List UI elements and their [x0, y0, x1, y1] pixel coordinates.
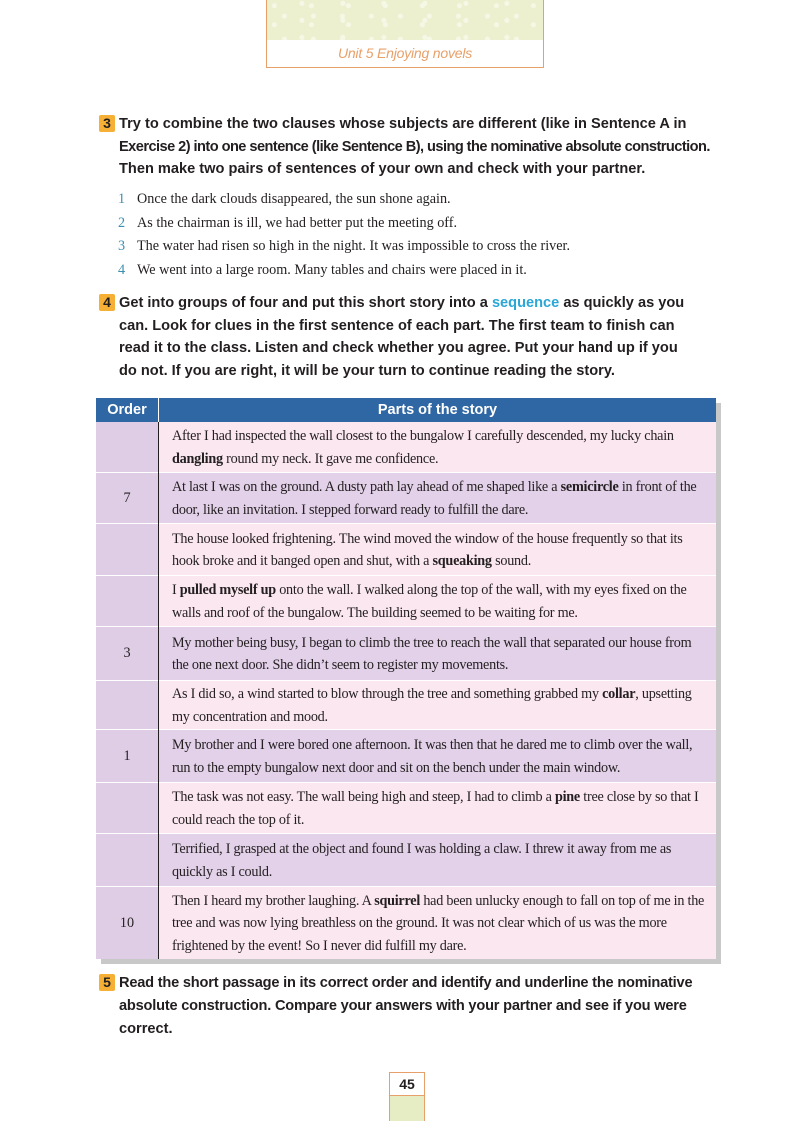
- unit-title: Unit 5 Enjoying novels: [337, 45, 473, 61]
- exercise-4-line: do not. If you are right, it will be your turn to continue reading the story.: [119, 362, 615, 379]
- order-cell: [96, 681, 159, 730]
- unit-header: [266, 0, 544, 68]
- list-item: 2 As the chairman is ill, we had better put the meeting off.: [118, 214, 458, 231]
- table-header-row: [96, 398, 716, 422]
- exercise-3-number: 3: [99, 115, 115, 132]
- story-part-cell: Then I heard my brother laughing. A squirrel had been unlucky enough to fall on top of me in the tree and was now lying breathless on the ground. It was not clear which of us was the more frightened by the event! So I never did fulfill my dare.: [159, 887, 717, 960]
- exercise-3-line: Exercise 2) into one sentence (like Sentence B), using the nominative absolute construction.: [119, 138, 710, 155]
- exercise-3-line: Then make two pairs of sentences of your own and check with your partner.: [119, 161, 646, 177]
- story-part-cell: Terrified, I grasped at the object and found I was holding a claw. I threw it away from me as quickly as I could.: [159, 834, 717, 887]
- exercise-5-line: correct.: [119, 1021, 173, 1037]
- exercise-5-number: 5: [99, 974, 115, 991]
- table-row: [96, 576, 716, 627]
- order-cell: 1: [96, 730, 159, 783]
- parts-column-header: Parts of the story: [159, 398, 717, 422]
- highlighted-word: sequence: [491, 295, 560, 311]
- order-cell: [96, 576, 159, 627]
- order-column-header: Order: [96, 398, 159, 422]
- header-decoration: [267, 0, 543, 40]
- order-cell: [96, 783, 159, 834]
- list-item: 3 The water had risen so high in the night. It was impossible to cross the river.: [118, 238, 571, 254]
- exercise-3-items: [118, 188, 718, 282]
- order-cell: [96, 422, 159, 473]
- table-row: [96, 627, 716, 681]
- exercise-4-line: read it to the class. Listen and check whether you agree. Put your hand up if you: [119, 340, 678, 356]
- exercise-5-line: absolute construction. Compare your answers with your partner and see if you were: [119, 998, 687, 1014]
- table-row: [96, 887, 716, 960]
- story-part-cell: My brother and I were bored one afternoon. It was then that he dared me to climb over the wall, run to the empty bungalow next door and sit on the bench under the main window.: [159, 730, 717, 783]
- story-part-cell: I pulled myself up onto the wall. I walked along the top of the wall, with my eyes fixed on the walls and roof of the bungalow. The building seemed to be waiting for me.: [159, 576, 717, 627]
- table-row: [96, 783, 716, 834]
- order-cell: 3: [96, 627, 159, 681]
- table-row: [96, 834, 716, 887]
- exercise-4-line: Get into groups of four and put this short story into a sequence as quickly as you: [119, 295, 685, 311]
- story-table-body: [96, 422, 716, 959]
- order-cell: 7: [96, 473, 159, 524]
- order-cell: [96, 524, 159, 576]
- page-number: 45: [390, 1073, 424, 1096]
- exercise-4-line: can. Look for clues in the first sentence of each part. The first team to finish can: [119, 317, 675, 334]
- story-part-cell: At last I was on the ground. A dusty path lay ahead of me shaped like a semicircle in front of the door, like an invitation. I stepped forward ready to fulfill the dare.: [159, 473, 717, 524]
- story-part-cell: After I had inspected the wall closest to the bungalow I carefully descended, my lucky chain dangling round my neck. It gave me confidence.: [159, 422, 717, 473]
- story-parts-table: [96, 398, 716, 959]
- exercise-3-line: Try to combine the two clauses whose subjects are different (like in Sentence A in: [119, 116, 687, 132]
- exercise-5-line: Read the short passage in its correct order and identify and underline the nominative: [119, 975, 693, 991]
- order-cell: [96, 834, 159, 887]
- list-item: 4 We went into a large room. Many tables and chairs were placed in it.: [118, 261, 527, 278]
- table-row: [96, 681, 716, 730]
- list-item: 1 Once the dark clouds disappeared, the sun shone again.: [118, 191, 451, 207]
- page-number-tab: [389, 1072, 425, 1121]
- exercise-4-instructions: [100, 292, 720, 382]
- table-row: [96, 730, 716, 783]
- order-cell: 10: [96, 887, 159, 960]
- exercise-4-number: 4: [99, 294, 115, 311]
- table-row: [96, 473, 716, 524]
- story-part-cell: The task was not easy. The wall being high and steep, I had to climb a pine tree close by so that I could reach the top of it.: [159, 783, 717, 834]
- table-row: [96, 422, 716, 473]
- table-row: [96, 524, 716, 576]
- story-part-cell: My mother being busy, I began to climb the tree to reach the wall that separated our house from the one next door. She didn’t seem to register my movements.: [159, 627, 717, 681]
- story-part-cell: As I did so, a wind started to blow through the tree and something grabbed my collar, upsetting my concentration and mood.: [159, 681, 717, 730]
- exercise-3-instructions: [100, 113, 720, 181]
- story-part-cell: The house looked frightening. The wind moved the window of the house frequently so that its hook broke and it banged open and shut, with a squeaking sound.: [159, 524, 717, 576]
- exercise-5-instructions: [100, 972, 720, 1041]
